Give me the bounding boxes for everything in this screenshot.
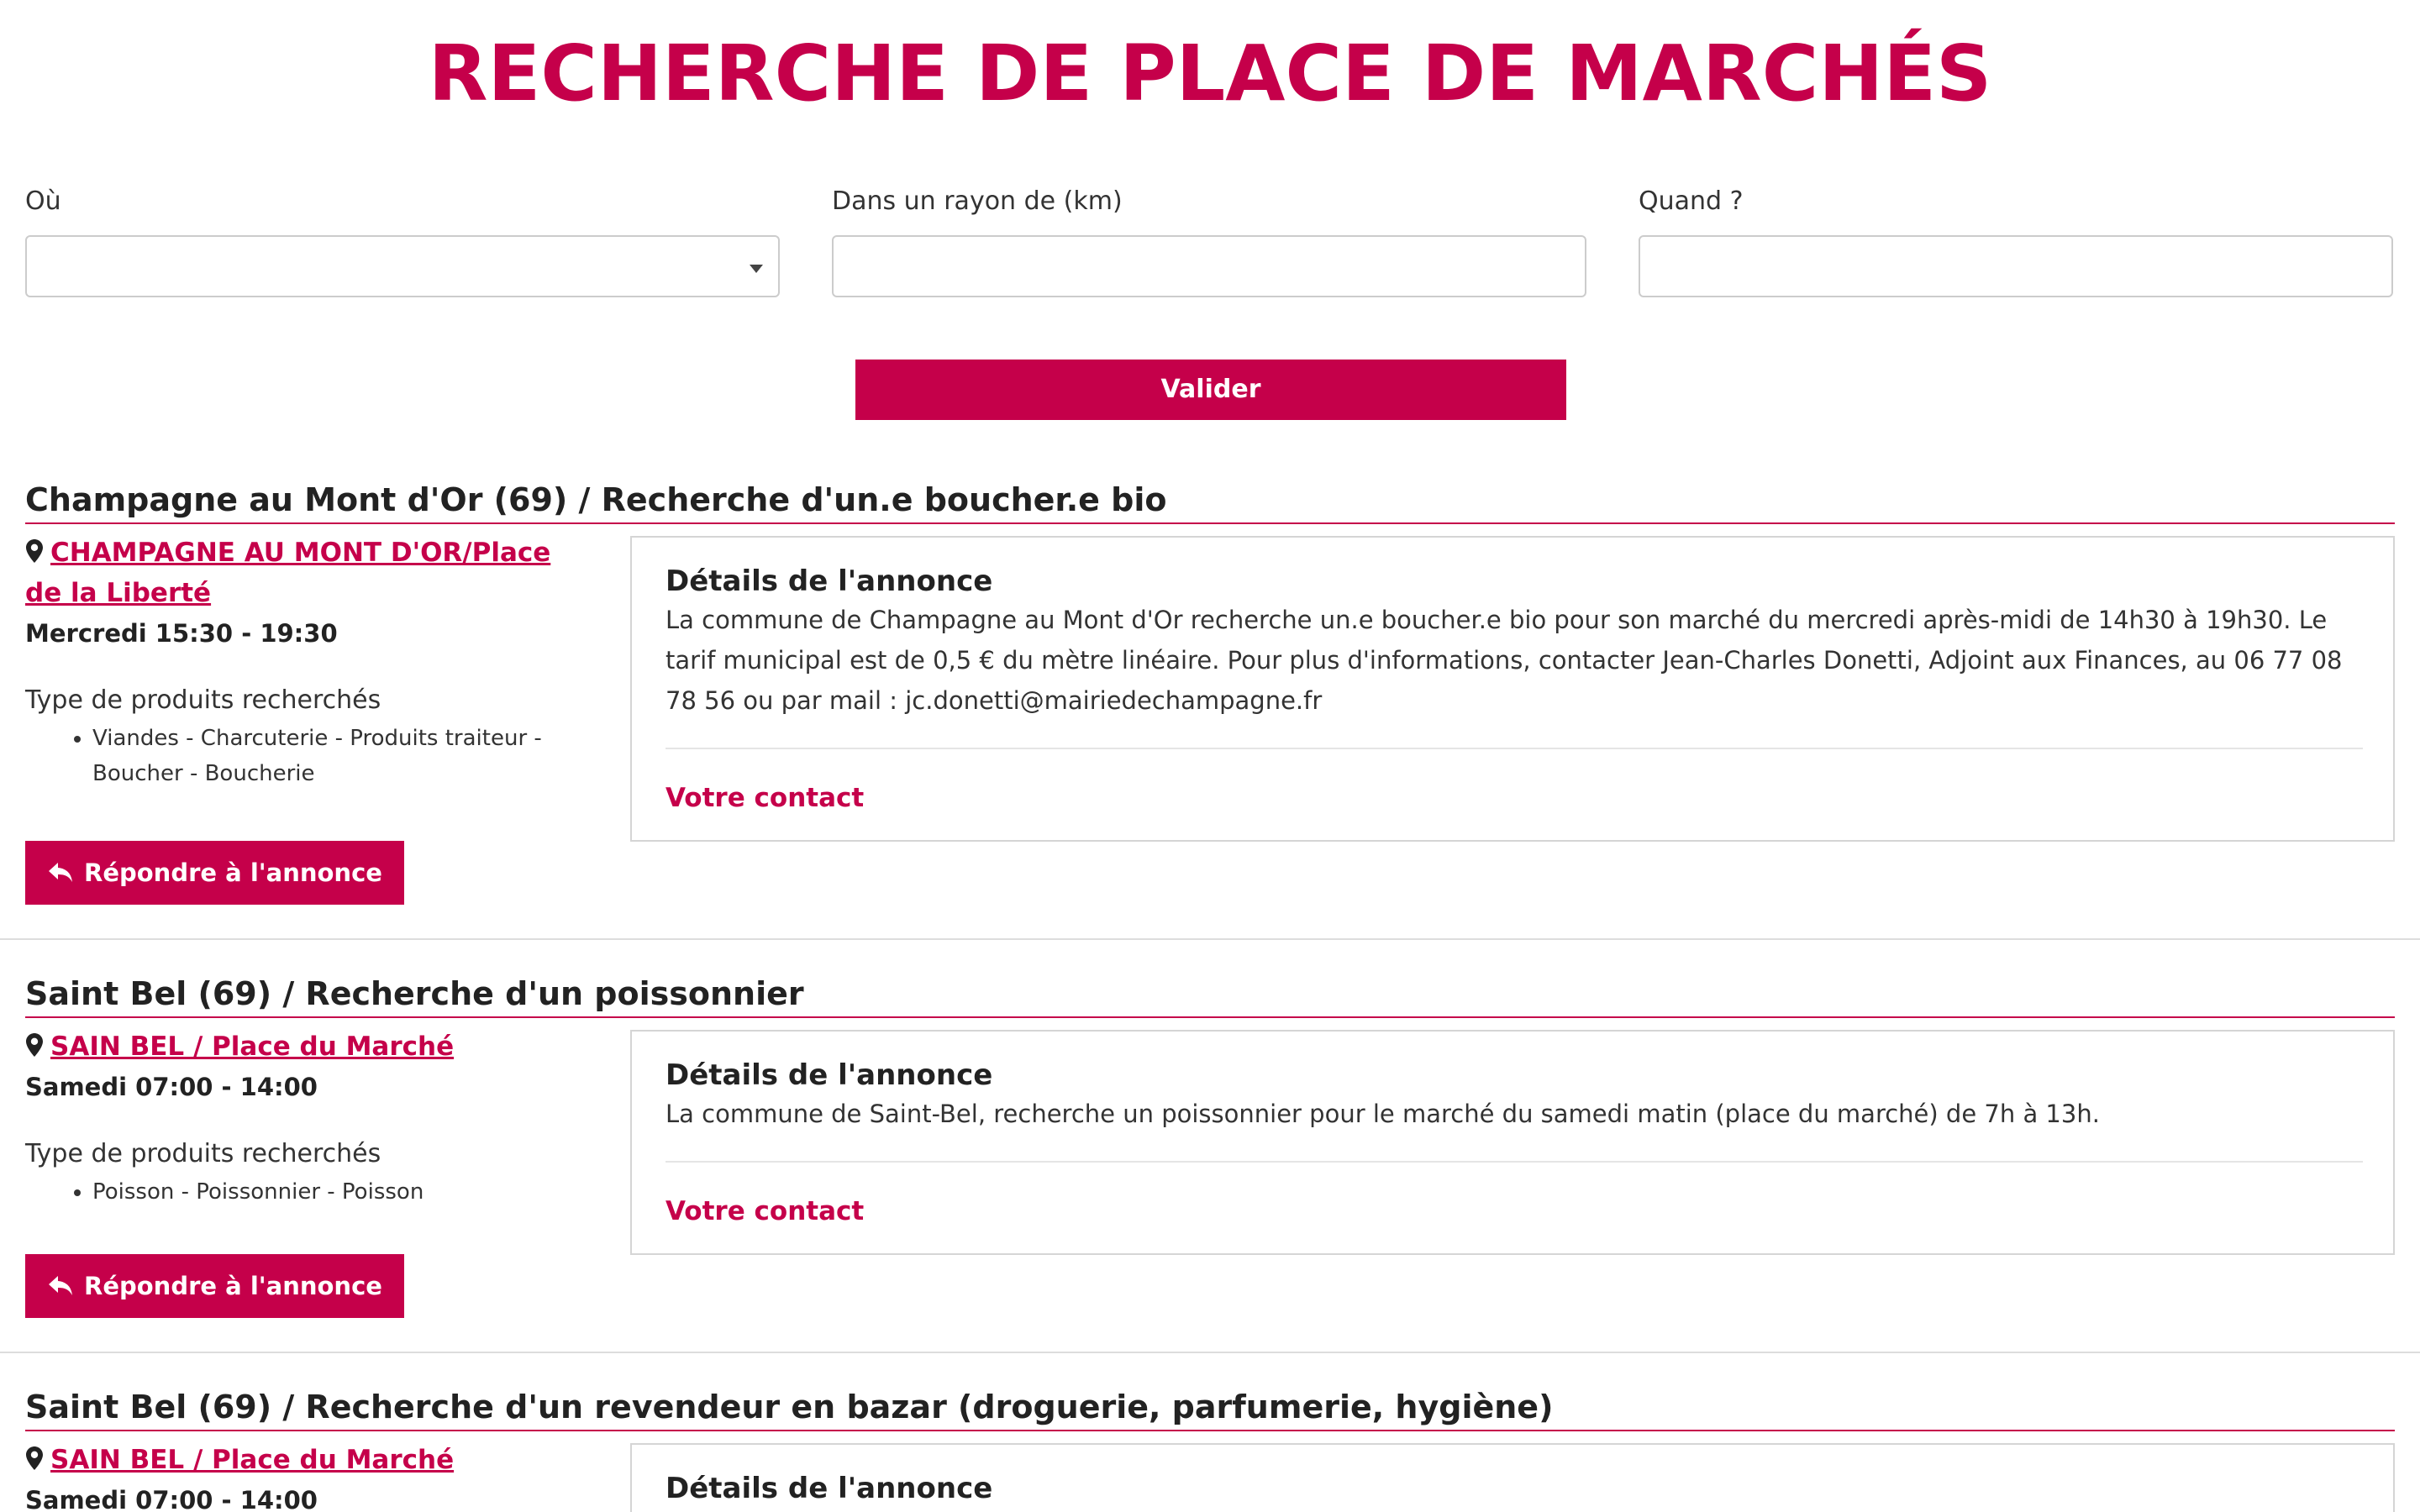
section-divider [0,1352,2420,1353]
title-divider [25,1016,2395,1018]
details-panel [630,536,2395,842]
types-list-item: • Poisson - Poissonnier - Poisson [92,1174,563,1210]
details-panel [630,1030,2395,1255]
types-list-item: • Viandes - Charcuterie - Produits traiteur - Boucher - Boucherie [92,721,563,791]
where-select[interactable] [25,235,780,297]
details-panel [630,1443,2395,1512]
types-heading: Type de produits recherchés [25,685,381,715]
listing-place [25,533,580,613]
listing-place [25,1440,580,1480]
types-list [25,1174,563,1210]
caret-down-icon [750,265,763,273]
reply-button[interactable] [25,841,404,905]
title-divider [25,1430,2395,1431]
title-divider [25,522,2395,524]
radius-input[interactable] [832,235,1586,297]
reply-arrow-icon [47,1274,76,1298]
map-marker-icon [25,1446,44,1471]
listing-schedule: Mercredi 15:30 - 19:30 [25,619,338,648]
details-text: La commune de Saint-Bel, recherche un poissonnier pour le marché du samedi matin (place du marché) de 7h à 13h. [666,1100,2100,1128]
details-divider [666,748,2363,749]
contact-link[interactable]: Votre contact [666,1196,865,1226]
reply-button-label: Répondre à l'annonce [84,1272,382,1300]
map-marker-icon [25,538,44,564]
where-label: Où [25,186,61,216]
place-link[interactable]: SAIN BEL / Place du Marché [50,1445,455,1475]
listing-title: Saint Bel (69) / Recherche d'un revendeur en bazar (droguerie, parfumerie, hygiène) [25,1389,1554,1425]
listing-card [0,479,2420,941]
listing-card [0,1386,2420,1512]
contact-link[interactable]: Votre contact [666,783,865,813]
details-title: Détails de l'annonce [666,1472,993,1505]
details-text: La commune de Champagne au Mont d'Or recherche un.e boucher.e bio pour son marché du mercredi après-midi de 14h30 à 19h30. Le tarif municipal est de 0,5 € du mètre linéaire. Pour plus d'informations, contacter Jean-Charles Donetti, Adjoint aux Finances, au 06 77 08 78 56 ou par mail : jc.donetti@mairiedechampagne.fr [666,606,2343,715]
section-divider [0,938,2420,940]
radius-label: Dans un rayon de (km) [832,186,1123,216]
listing-schedule: Samedi 07:00 - 14:00 [25,1073,318,1101]
details-title: Détails de l'annonce [666,564,993,598]
reply-arrow-icon [47,861,76,885]
types-heading: Type de produits recherchés [25,1139,381,1168]
listing-card [0,973,2420,1326]
listing-schedule: Samedi 07:00 - 14:00 [25,1486,318,1512]
types-list [25,721,563,791]
place-link[interactable]: CHAMPAGNE AU MONT D'OR/Place de la Liberté [25,538,551,608]
listing-title: Champagne au Mont d'Or (69) / Recherche d'un.e boucher.e bio [25,481,1167,518]
listing-title: Saint Bel (69) / Recherche d'un poissonnier [25,975,804,1012]
when-input[interactable] [1639,235,2393,297]
place-link[interactable]: SAIN BEL / Place du Marché [50,1032,455,1062]
page-title: RECHERCHE DE PLACE DE MARCHÉS [428,29,1992,118]
listing-place [25,1026,580,1067]
details-title: Détails de l'annonce [666,1058,993,1092]
validate-button[interactable]: Valider [855,360,1566,420]
when-label: Quand ? [1639,186,1744,216]
reply-button-label: Répondre à l'annonce [84,858,382,887]
reply-button[interactable] [25,1254,404,1318]
map-marker-icon [25,1032,44,1058]
details-divider [666,1161,2363,1163]
